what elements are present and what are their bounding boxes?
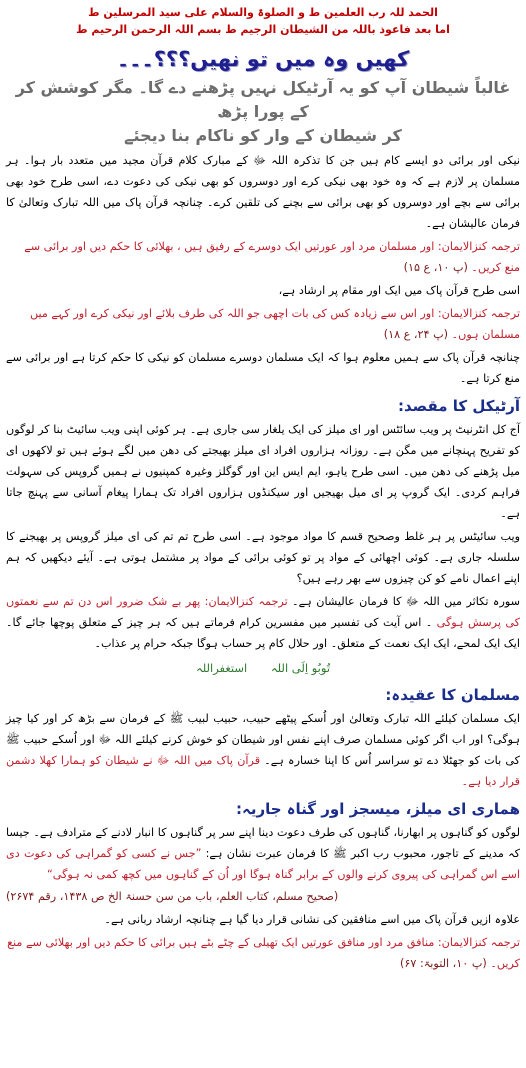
dua-tubu: تُوبُو اِلَی اللہ: [270, 661, 331, 675]
emails-paragraph-2: علاوہ ازیں قرآن پاک میں اسے منافقین کی نشانی قرار دیا گیا ہے چنانچہ ارشاد ربانی ہے۔: [104, 913, 520, 926]
translation-reference: (پ ۱۰، ع ۱۵): [403, 261, 468, 274]
tafseer-text: ۔ اس آیت کی تفسیر میں مفسرین کرام فرماتے ہیں کہ ہر چیز کے متعلق پوچھا جائے گا۔ ایک ایک لمحے، ایک ایک نعمت کے متعلق۔ اور حلال کام پر حساب ہوگا جبکہ حرام پر عذاب۔: [6, 616, 520, 650]
article-paragraph-1: آج کل انٹرنیٹ پر ویب سائٹس اور ای میلز کی ایک یلغار سی جاری ہے۔ ہر کوئی اپنی ویب سائیٹ بنا کر لوگوں کو تفریح پہنچانے میں مگن ہے۔ روزانہ ہزاروں افراد ای میلز بھیجتے کی دھن میں لگے ہوئے ہیں تو لاکھوں ای میل پڑھنے کی دھن میں۔ اسی طرح یاہو، ایم ایس این اور گوگلز وغیرہ کمپنیوں نے ہمیں گروپس کی سہولت فراہم کردی۔ ایک گروپ پر ای میل بھیجیں اور سیکنڈوں ہزاروں افراد تک ہمارا پیغام آسانی سے پہنچ جاتا ہے۔: [6, 423, 520, 520]
section-heading-emails: ھماری ای میلز، میسجز اور گناہ جاریہ:: [236, 800, 520, 818]
hamd-line: الحمد للہ رب العلمین ط و الصلوۃ والسلام علی سید المرسلین ط: [88, 6, 438, 19]
hadith-text: ”جس نے کسی کو گمراہی کی دعوت دی اسے اس گمراہی کی پیروی کرنے والوں کے برابر گناہ ہوگا اور اُن کے گناہوں میں کچھ کمی نہ ہوگی“: [6, 847, 520, 881]
banner-line-2: کر شیطان کے وار کو ناکام بنا دیجئے: [124, 126, 402, 145]
aqeeda-paragraph: [6, 708, 520, 792]
surah-intro: سورہ تکاثر میں اللہ ﷻ کا فرمان عالیشان ہے۔: [292, 595, 520, 608]
taawwuz-line: اما بعد فاعوذ باللہ من الشیطان الرجیم ط بسم اللہ الرحمن الرحیم ط: [76, 23, 450, 36]
intro-paragraph-3: چنانچہ قرآن پاک سے ہمیں معلوم ہوا کہ ایک مسلمان دوسرے مسلمان کو نیکی کا حکم کرتا ہے اور برائی سے منع کرتا ہے۔: [6, 351, 520, 385]
article-paragraph-2: ویب سائیٹس پر ہر غلط وصحیح قسم کا مواد موجود ہے۔ اسی طرح تم تم کی ای میلز گروپس پر بھیجنے کا سلسلہ جاری ہے۔ کوئی اچھائی کے مواد پر تو کوئی برائی کے مواد پر مشتمل ہوتی ہے۔ آیئے دیکھیں کہ ہم اپنے اعمال نامے کو کن چیزوں سے بھر رہے ہیں؟: [6, 530, 520, 585]
article-paragraph-3: [6, 591, 520, 654]
intro-translation-2: [6, 303, 520, 345]
translation-label: ترجمہ کنزالایمان:: [437, 936, 520, 949]
translation-text: اور مسلمان مرد اور عورتیں ایک دوسرے کے رفیق ہیں ، بھلائی کا حکم دیں اور برائی سے منع کریں۔: [24, 240, 520, 274]
translation-reference: (پ ۲۴، ع ۱۸): [383, 328, 448, 341]
section-heading-article: آرٹیکل کا مقصد:: [398, 397, 520, 415]
translation-label: ترجمہ کنزالایمان:: [437, 240, 520, 253]
intro-paragraph-2: اسی طرح قرآن پاک میں ایک اور مقام پر ارشاد ہے،: [278, 284, 520, 297]
page-title: کھیں وہ میں تو نھیں؟؟؟۔۔۔: [116, 47, 410, 71]
repentance-line: [6, 658, 520, 678]
translation-label: ترجمہ کنزالایمان:: [437, 307, 520, 320]
intro-paragraph: نیکی اور برائی دو ایسے کام ہیں جن کا تذکرہ اللہ ﷻ کے مبارک کلام قرآن مجید میں متعدد بار ہوا۔ ہر مسلمان پر لازم ہے کہ وہ خود بھی نیکی کرے اور دوسروں کو بھی نیکی کی دعوت دے، اسی طرح خود بھی برائی سے بچے اور دوسروں کو بھی برائی سے بچنے کی تلقین کرے۔ چنانچہ قرآن پاک میں اللہ تبارک وتعالیٰ کا فرمان عالیشان ہے۔: [6, 154, 520, 230]
surah-translation: ترجمہ کنزالایمان: پھر بے شک ضرور اس دن تم سے نعمتوں کی پرسش ہوگی: [6, 595, 520, 629]
aqeeda-text: ایک مسلمان کیلئے اللہ تبارک وتعالیٰ اور اُسکے پیٹھے حبیب، حبیب لبیب ﷺ کے فرمان سے بڑھ کر اور کیا چیز ہوگی؟ اور اب اگر کوئی مسلمان صرف اپنے نفس اور شیطان کو خوش کرنے کیلئے اللہ ﷻ اور اُسکے حبیب ﷺ کی بات کو جھٹلا دے تو سراسر اُس کا اپنا خسارہ ہے۔: [6, 712, 521, 767]
section-heading-aqeeda: مسلمان کا عقیدہ:: [385, 686, 520, 704]
emails-translation: [6, 932, 520, 974]
hadith-citation: (صحیح مسلم، کتاب العلم، باب من سن حسنۃ الخ ص ۱۴۳۸، رقم ۲۶۷۴): [6, 890, 339, 903]
intro-translation-1: [6, 236, 520, 278]
dua-astaghfirullah: استغفراللہ: [195, 661, 248, 675]
banner-line-1: غالباً شیطان آپ کو یہ آرٹیکل نہیں پڑھنے دے گا۔ مگر کوشش کر کے پورا پڑھ: [15, 78, 511, 121]
translation-text: منافق مرد اور منافق عورتیں ایک تھیلی کے چٹے بٹے ہیں برائی کا حکم دیں اور بھلائی سے منع کریں۔: [7, 936, 520, 970]
translation-reference: (پ ۱۰، التوبۃ: ۶۷): [400, 957, 487, 970]
emails-paragraph: [6, 822, 520, 885]
aqeeda-highlight: قرآن پاک میں اللہ ﷻ نے شیطان کو ہمارا کھلا دشمن قرار دیا ہے۔: [6, 754, 520, 788]
emails-text: لوگوں کو گناہوں پر ابھارنا، گناہوں کی طرف دعوت دینا اپنے سر پر گناہوں کا انبار لادنے کے مترادف ہے۔ جیسا کہ مدینے کے تاجور، محبوب رب اکبر ﷺ کا فرمان عبرت نشان ہے:: [6, 826, 521, 860]
translation-text: اور اس سے زیادہ کس کی بات اچھی جو اللہ کی طرف بلائے اور نیکی کرے اور کہے میں مسلمان ہوں۔: [29, 307, 520, 341]
